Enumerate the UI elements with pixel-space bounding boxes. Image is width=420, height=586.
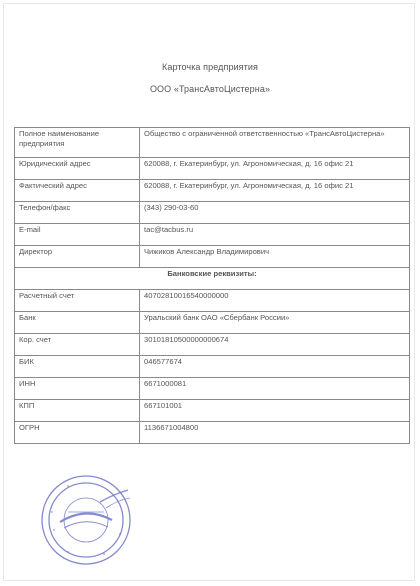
table-row bbox=[15, 246, 410, 268]
row-value: (343) 290-03-60 bbox=[140, 202, 410, 224]
company-stamp bbox=[38, 472, 134, 568]
table-row bbox=[15, 202, 410, 224]
table-row bbox=[15, 334, 410, 356]
table-row bbox=[15, 128, 410, 158]
row-label: Кор. счет bbox=[15, 334, 140, 356]
row-label: КПП bbox=[15, 400, 140, 422]
company-card-table bbox=[14, 127, 410, 444]
table-row bbox=[15, 378, 410, 400]
row-label: БИК bbox=[15, 356, 140, 378]
row-value: 40702810016540000000 bbox=[140, 290, 410, 312]
row-value: 046577674 bbox=[140, 356, 410, 378]
table-row bbox=[15, 224, 410, 246]
company-name: ООО «ТрансАвтоЦистерна» bbox=[149, 84, 271, 94]
row-label: ОГРН bbox=[15, 422, 140, 444]
row-label: Директор bbox=[15, 246, 140, 268]
row-value: 620088, г. Екатеринбург, ул. Агрономическая, д. 16 офис 21 bbox=[140, 158, 410, 180]
table-row bbox=[15, 422, 410, 444]
row-value: tac@tacbus.ru bbox=[140, 224, 410, 246]
row-label: Расчетный счет bbox=[15, 290, 140, 312]
row-label: Юридический адрес bbox=[15, 158, 140, 180]
row-value: 667101001 bbox=[140, 400, 410, 422]
row-value: 1136671004800 bbox=[140, 422, 410, 444]
row-label: Фактический адрес bbox=[15, 180, 140, 202]
table-row bbox=[15, 180, 410, 202]
row-label: Полное наименование предприятия bbox=[15, 128, 140, 158]
row-label: Банк bbox=[15, 312, 140, 334]
row-value: 620088, г. Екатеринбург, ул. Агрономическая, д. 16 офис 21 bbox=[140, 180, 410, 202]
table-row bbox=[15, 312, 410, 334]
row-label: E-mail bbox=[15, 224, 140, 246]
table-row bbox=[15, 158, 410, 180]
row-label: ИНН bbox=[15, 378, 140, 400]
table-row bbox=[15, 400, 410, 422]
bank-details-heading: Банковские реквизиты: bbox=[15, 268, 410, 290]
row-value: Чижиков Александр Владимирович bbox=[140, 246, 410, 268]
table-row bbox=[15, 290, 410, 312]
document-title: Карточка предприятия bbox=[162, 62, 258, 72]
row-value: Уральский банк ОАО «Сбербанк России» bbox=[140, 312, 410, 334]
table-row bbox=[15, 356, 410, 378]
section-row bbox=[15, 268, 410, 290]
row-value: Общество с ограниченной ответственностью «ТрансАвтоЦистерна» bbox=[140, 128, 410, 158]
row-value: 6671000081 bbox=[140, 378, 410, 400]
row-label: Телефон/факс bbox=[15, 202, 140, 224]
row-value: 30101810500000000674 bbox=[140, 334, 410, 356]
